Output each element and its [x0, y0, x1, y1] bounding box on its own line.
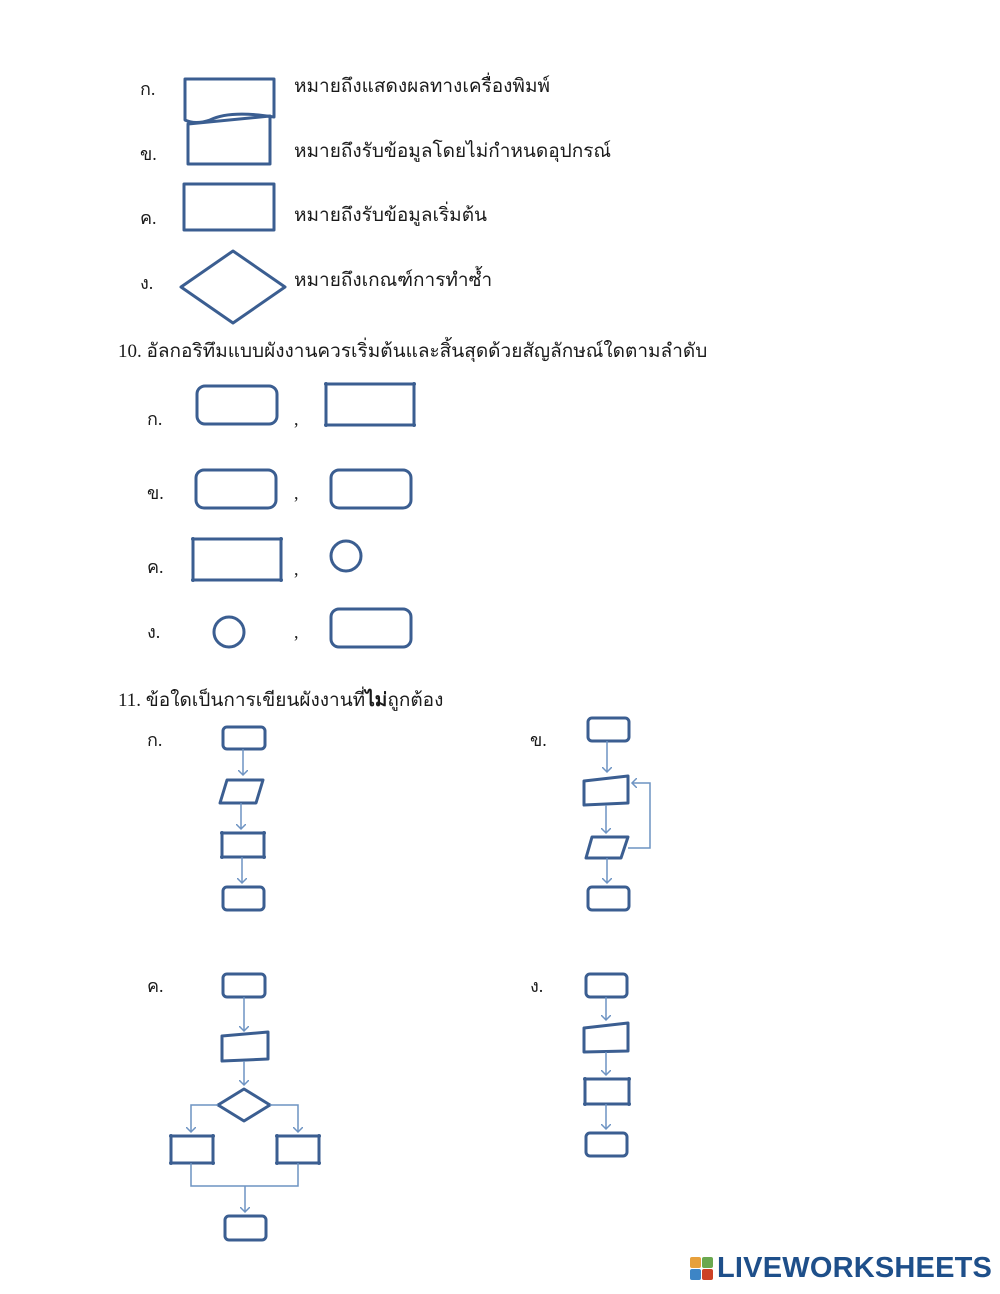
process-symbol [184, 184, 274, 230]
terminal-symbol [588, 887, 629, 910]
manual-input-symbol [584, 1023, 628, 1052]
terminal-symbol [197, 386, 277, 424]
logo-block [702, 1257, 713, 1268]
q9-text-c: หมายถึงรับข้อมูลเริ่มต้น [294, 205, 488, 226]
q9-label-b: ข. [140, 144, 157, 164]
terminal-symbol [588, 718, 629, 741]
terminal-symbol [223, 974, 265, 997]
q10-question: 10. อัลกอริทึมแบบผังงานควรเริ่มต้นและสิ้นสุดด้วยสัญลักษณ์ใดตามลำดับ [118, 341, 708, 362]
data-symbol [586, 837, 628, 858]
q9-text-d: หมายถึงเกณฑ์การทำซ้ำ [294, 270, 493, 291]
q11-label-c: ค. [147, 976, 164, 996]
manual-input-symbol [584, 776, 628, 805]
decision-symbol [181, 251, 285, 323]
q10-sep-c: , [294, 559, 299, 579]
q10-label-c: ค. [147, 557, 164, 577]
q9-text-a: หมายถึงแสดงผลทางเครื่องพิมพ์ [294, 76, 551, 97]
q11-label-b: ข. [530, 730, 547, 750]
q9-label-a: ก. [140, 79, 156, 99]
terminal-symbol [223, 727, 265, 749]
terminal-symbol [331, 609, 411, 647]
q10-label-d: ง. [147, 622, 161, 642]
q11-question-post: ถูกต้อง [387, 690, 444, 711]
terminal-symbol [225, 1216, 266, 1240]
q9-text-b: หมายถึงรับข้อมูลโดยไม่กำหนดอุปกรณ์ [294, 141, 612, 162]
connector-symbol [214, 617, 244, 647]
q10-sep-d: , [294, 622, 299, 642]
q11-label-a: ก. [147, 730, 163, 750]
terminal-symbol [331, 470, 411, 508]
q10-label-a: ก. [147, 409, 163, 429]
logo-block [690, 1257, 701, 1268]
logo-text: LIVEWORKSHEETS [717, 1252, 993, 1284]
q11-label-d: ง. [530, 976, 544, 996]
connector-symbol [331, 541, 361, 571]
manual-input-symbol [222, 1032, 268, 1061]
process-symbol [585, 1079, 629, 1104]
data-symbol [220, 780, 263, 803]
decision-symbol [218, 1089, 270, 1121]
terminal-symbol [586, 974, 627, 997]
terminal-symbol [223, 887, 264, 910]
process-symbol [277, 1136, 319, 1163]
terminal-symbol [586, 1133, 627, 1156]
manual-input-symbol [188, 116, 270, 164]
logo-block [702, 1269, 713, 1280]
logo-block [690, 1269, 701, 1280]
q9-label-c: ค. [140, 208, 157, 228]
q11-question-pre: 11. ข้อใดเป็นการเขียนผังงานที่ [118, 690, 366, 711]
q10-sep-b: , [294, 483, 299, 503]
process-symbol [193, 539, 281, 580]
process-symbol [326, 384, 414, 425]
q10-sep-a: , [294, 409, 299, 429]
terminal-symbol [196, 470, 276, 508]
q11-question-bold: ไม่ [365, 690, 388, 711]
q9-label-d: ง. [140, 273, 154, 293]
process-symbol [222, 833, 264, 857]
q10-label-b: ข. [147, 483, 164, 503]
liveworksheets-logo[interactable] [690, 1252, 992, 1285]
logo-blocks-icon [690, 1257, 713, 1280]
process-symbol [171, 1136, 213, 1163]
